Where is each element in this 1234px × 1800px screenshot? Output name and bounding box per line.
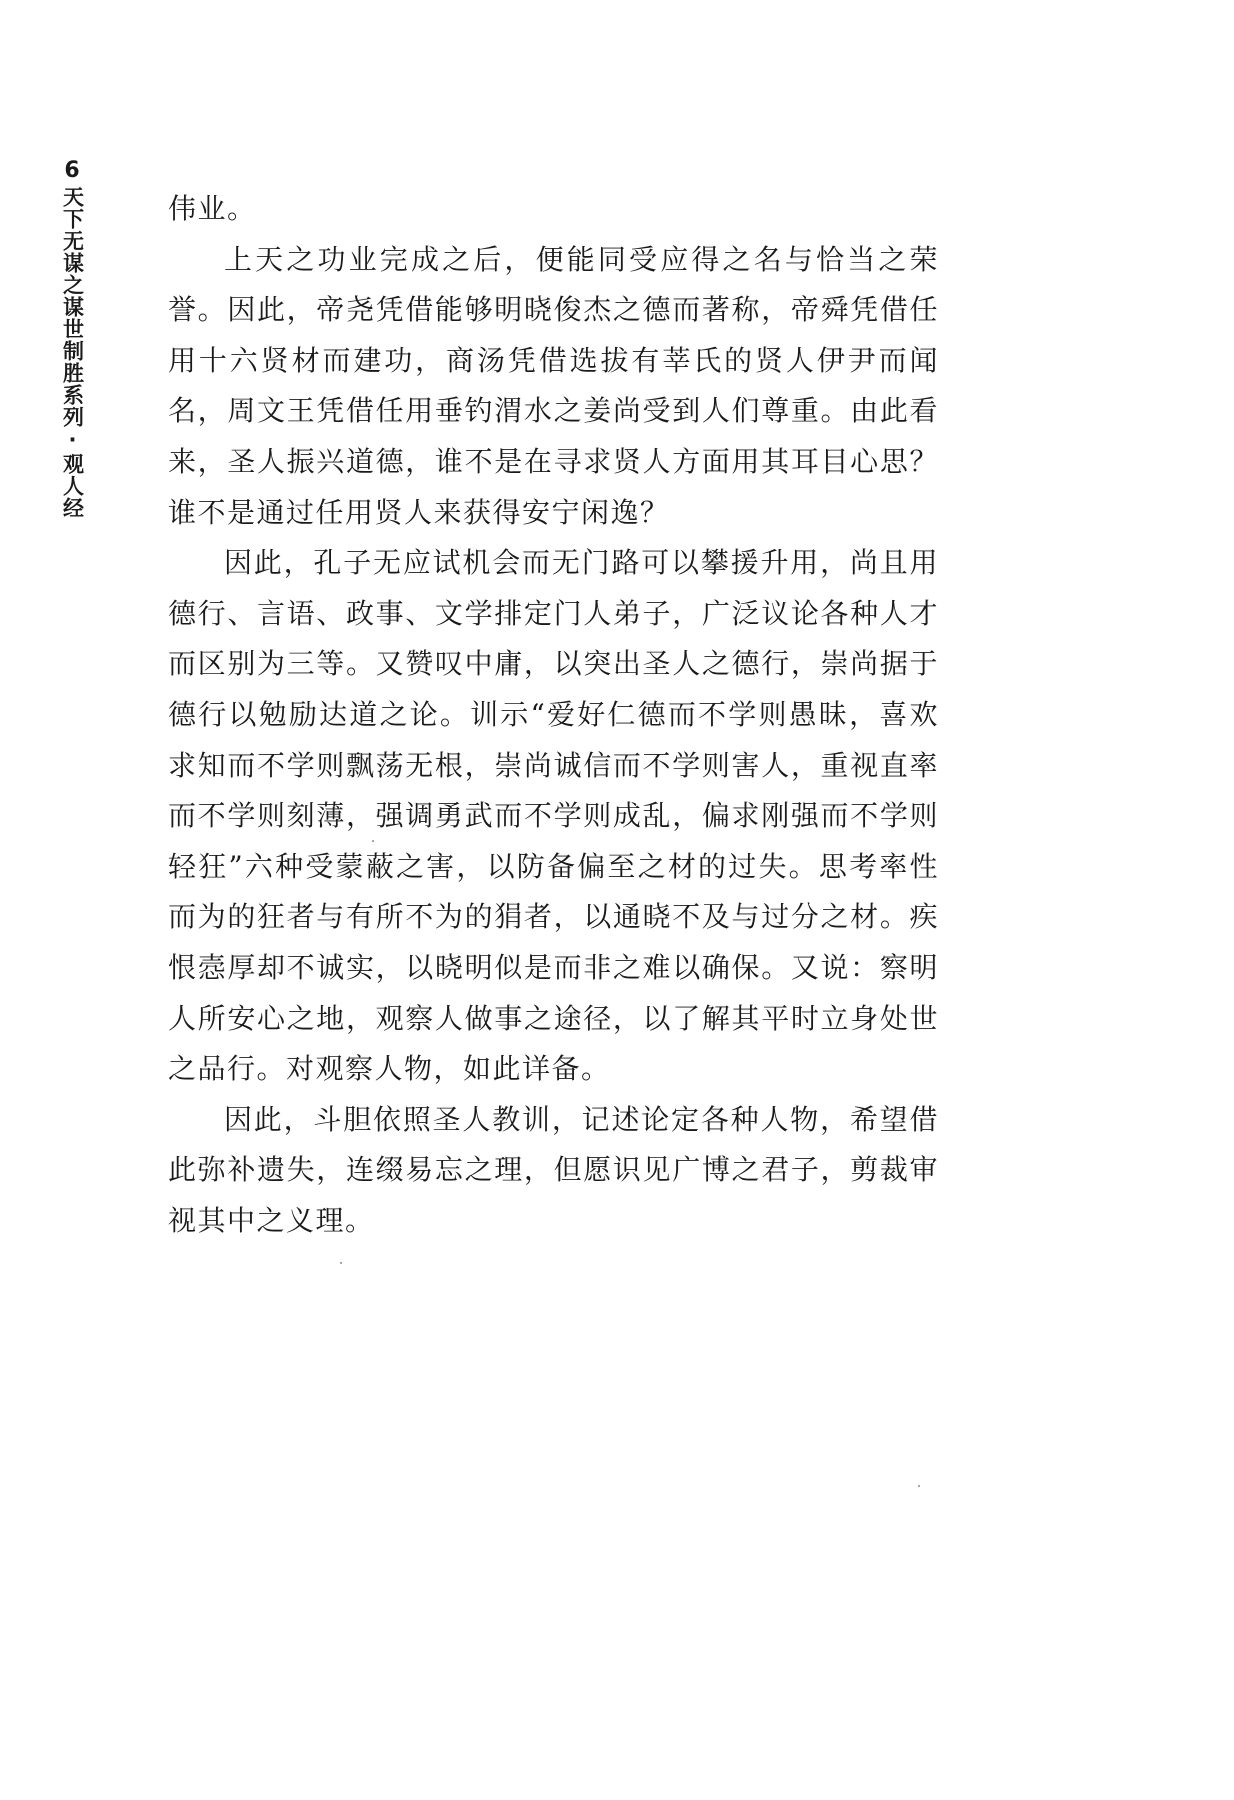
- paragraph: 上天之功业完成之后，便能同受应得之名与恰当之荣誉。因此，帝尧凭借能够明晓俊杰之德而著称，帝舜凭借任用十六贤材而建功，商汤凭借选拔有莘氏的贤人伊尹而闻名，周文王凭借任用垂钓渭水之姜尚受到人们尊重。由此看来，圣人振兴道德，谁不是在寻求贤人方面用其耳目心思？谁不是通过任用贤人来获得安宁闲逸？: [168, 242, 939, 529]
- series-title: 天下无谋之谋世制胜系列·观人经: [60, 186, 85, 519]
- paragraph: 因此，孔子无应试机会而无门路可以攀援升用，尚且用德行、言语、政事、文学排定门人弟子，广泛议论各种人才而区别为三等。又赞叹中庸，以突出圣人之德行，崇尚据于德行以勉励达道之论。训示“爱好仁德而不学则愚昧，喜欢求知而不学则飘荡无根，崇尚诚信而不学则害人，重视直率而不学则刻薄，强调勇武而不学则成乱，偏求刚强而不学则轻狂”六种受蒙蔽之害，以防备偏至之材的过失。思考率性而为的狂者与有所不为的狷者，以通晓不及与过分之材。疾恨悫厚却不诚实，以晓明似是而非之难以确保。又说：察明人所安心之地，观察人做事之途径，以了解其平时立身处世之品行。对观察人物，如此详备。: [168, 546, 939, 1086]
- paragraph: 因此，斗胆依照圣人教训，记述论定各种人物，希望借此弥补遗失，连缀易忘之理，但愿识见广博之君子，剪裁审视其中之义理。: [168, 1102, 939, 1237]
- page-number: 6: [64, 158, 80, 183]
- main-text: [168, 184, 939, 1246]
- running-header: [52, 160, 92, 519]
- scan-speck: [372, 840, 374, 842]
- scan-speck: [918, 1485, 920, 1487]
- paragraph-continuation: 伟业。: [168, 192, 257, 225]
- scan-speck: [340, 1262, 342, 1264]
